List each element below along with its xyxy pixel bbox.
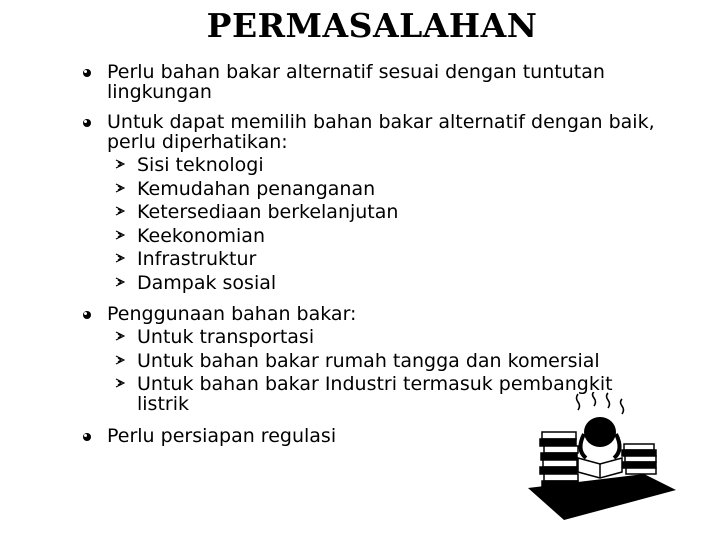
sub-list-item-text: Sisi teknologi [137,154,264,176]
arrowhead-bullet-icon [115,355,125,365]
slide-title: PERMASALAHAN [206,6,538,45]
list-item [107,112,667,294]
sub-list-item [137,325,667,349]
bullet-list [107,62,667,446]
bullet-icon [83,433,91,441]
list-item-text: Perlu persiapan regulasi [107,424,337,447]
sub-list-item-text: Ketersediaan berkelanjutan [137,201,399,223]
sub-list-item [137,349,667,373]
list-item-text: Perlu bahan bakar alternatif sesuai dengan tuntutan lingkungan [107,61,605,103]
sub-list-item-text: Kemudahan penanganan [137,177,376,200]
sub-list-item [137,153,667,177]
arrowhead-bullet-icon [115,183,125,193]
sub-list [137,153,667,294]
sub-list-item-text: Untuk transportasi [137,326,315,348]
arrowhead-bullet-icon [115,253,125,263]
sub-list-item [137,224,667,248]
arrowhead-bullet-icon [115,230,125,240]
arrowhead-bullet-icon [115,159,125,169]
sub-list-item [137,247,667,271]
sub-list-item-text: Untuk bahan bakar rumah tangga dan komersial [137,349,600,372]
sub-list-item-text: Dampak sosial [137,271,277,294]
bullet-icon [83,311,91,319]
sub-list-item [137,200,667,224]
arrowhead-bullet-icon [115,331,125,341]
list-item-text: Untuk dapat memilih bahan bakar alternatif dengan baik, perlu diperhatikan: [107,111,655,153]
arrowhead-bullet-icon [115,277,125,287]
sub-list-item-text: Keekonomian [137,224,265,247]
list-item [107,62,667,102]
arrowhead-bullet-icon [115,378,125,388]
arrowhead-bullet-icon [115,206,125,216]
sub-list-item [137,271,667,295]
sub-list-item-text: Untuk bahan bakar Industri termasuk pembangkit listrik [137,373,613,415]
bullet-icon [83,119,91,127]
sub-list-item [137,177,667,201]
list-item-text: Penggunaan bahan bakar: [107,303,357,325]
sub-list-item-text: Infrastruktur [137,248,257,270]
bullet-icon [83,69,91,77]
stressed-person-with-books-clipart-icon [526,392,676,522]
